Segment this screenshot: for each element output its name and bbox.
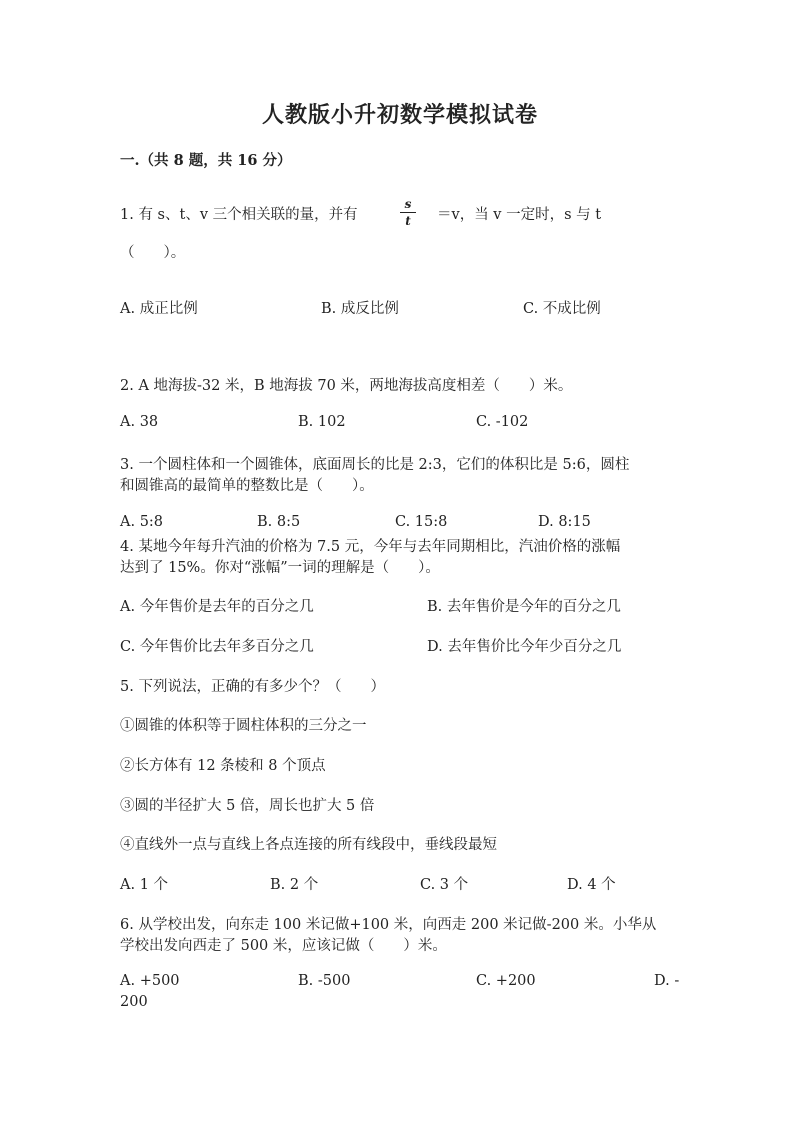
q6-option-b[interactable]: B. -500	[298, 973, 351, 989]
q6-option-d-continued: 200	[120, 994, 148, 1010]
fraction-denominator: t	[405, 214, 411, 228]
page-title: 人教版小升初数学模拟试卷	[261, 102, 538, 128]
q2-option-b[interactable]: B. 102	[298, 414, 346, 430]
question-4-line-1: 4. 某地今年每升汽油的价格为 7.5 元，今年与去年同期相比，汽油价格的涨幅	[120, 539, 621, 555]
q5-option-c[interactable]: C. 3 个	[420, 877, 469, 893]
q1-option-b[interactable]: B. 成反比例	[321, 301, 399, 317]
question-6-line-1: 6. 从学校出发，向东走 100 米记做+100 米，向西走 200 米记做-200 米。小华从	[120, 917, 657, 933]
q4-option-a[interactable]: A. 今年售价是去年的百分之几	[120, 599, 314, 615]
statement-1: ①圆锥的体积等于圆柱体积的三分之一	[120, 718, 367, 734]
q4-option-b[interactable]: B. 去年售价是今年的百分之几	[427, 599, 621, 615]
q6-option-a[interactable]: A. +500	[120, 973, 180, 989]
statement-2: ②长方体有 12 条棱和 8 个顶点	[120, 758, 326, 774]
q5-option-b[interactable]: B. 2 个	[270, 877, 319, 893]
q4-option-d[interactable]: D. 去年售价比今年少百分之几	[427, 639, 622, 655]
q1-option-a[interactable]: A. 成正比例	[120, 301, 198, 317]
statement-4: ④直线外一点与直线上各点连接的所有线段中，垂线段最短	[120, 837, 497, 853]
question-5-text: 5. 下列说法，正确的有多少个？（ ）	[120, 679, 385, 695]
question-4-line-2: 达到了 15%。你对“涨幅”一词的理解是（ ）。	[120, 560, 440, 576]
q2-option-c[interactable]: C. -102	[476, 414, 529, 430]
fraction-numerator: s	[404, 197, 412, 211]
question-1-text: 1. 有 s、t、v 三个相关联的量，并有	[120, 207, 358, 223]
q5-option-d[interactable]: D. 4 个	[567, 877, 616, 893]
q6-option-d[interactable]: D. -	[654, 973, 680, 989]
q6-option-c[interactable]: C. +200	[476, 973, 536, 989]
statement-3: ③圆的半径扩大 5 倍，周长也扩大 5 倍	[120, 798, 375, 814]
question-1-text-continued: ＝v，当 v 一定时，s 与 t	[437, 207, 602, 223]
fraction-bar	[400, 212, 416, 213]
q1-option-c[interactable]: C. 不成比例	[523, 301, 601, 317]
question-3-line-2: 和圆锥高的最简单的整数比是（ ）。	[120, 478, 374, 494]
section-header: 一.（共 8 题，共 16 分）	[120, 152, 292, 169]
question-6-line-2: 学校出发向西走了 500 米，应该记做（ ）米。	[120, 938, 447, 954]
q5-option-a[interactable]: A. 1 个	[120, 877, 169, 893]
q2-option-a[interactable]: A. 38	[120, 414, 159, 430]
question-2-text: 2. A 地海拔-32 米，B 地海拔 70 米，两地海拔高度相差（ ）米。	[120, 378, 573, 394]
fraction-s-over-t	[398, 197, 418, 228]
question-3-line-1: 3. 一个圆柱体和一个圆锥体，底面周长的比是 2:3，它们的体积比是 5:6，圆柱	[120, 457, 630, 473]
q3-option-d[interactable]: D. 8:15	[538, 514, 591, 530]
q3-option-b[interactable]: B. 8:5	[257, 514, 301, 530]
q3-option-c[interactable]: C. 15:8	[395, 514, 448, 530]
q4-option-c[interactable]: C. 今年售价比去年多百分之几	[120, 639, 314, 655]
question-1-blank: （ ）。	[120, 245, 186, 261]
q3-option-a[interactable]: A. 5:8	[120, 514, 164, 530]
